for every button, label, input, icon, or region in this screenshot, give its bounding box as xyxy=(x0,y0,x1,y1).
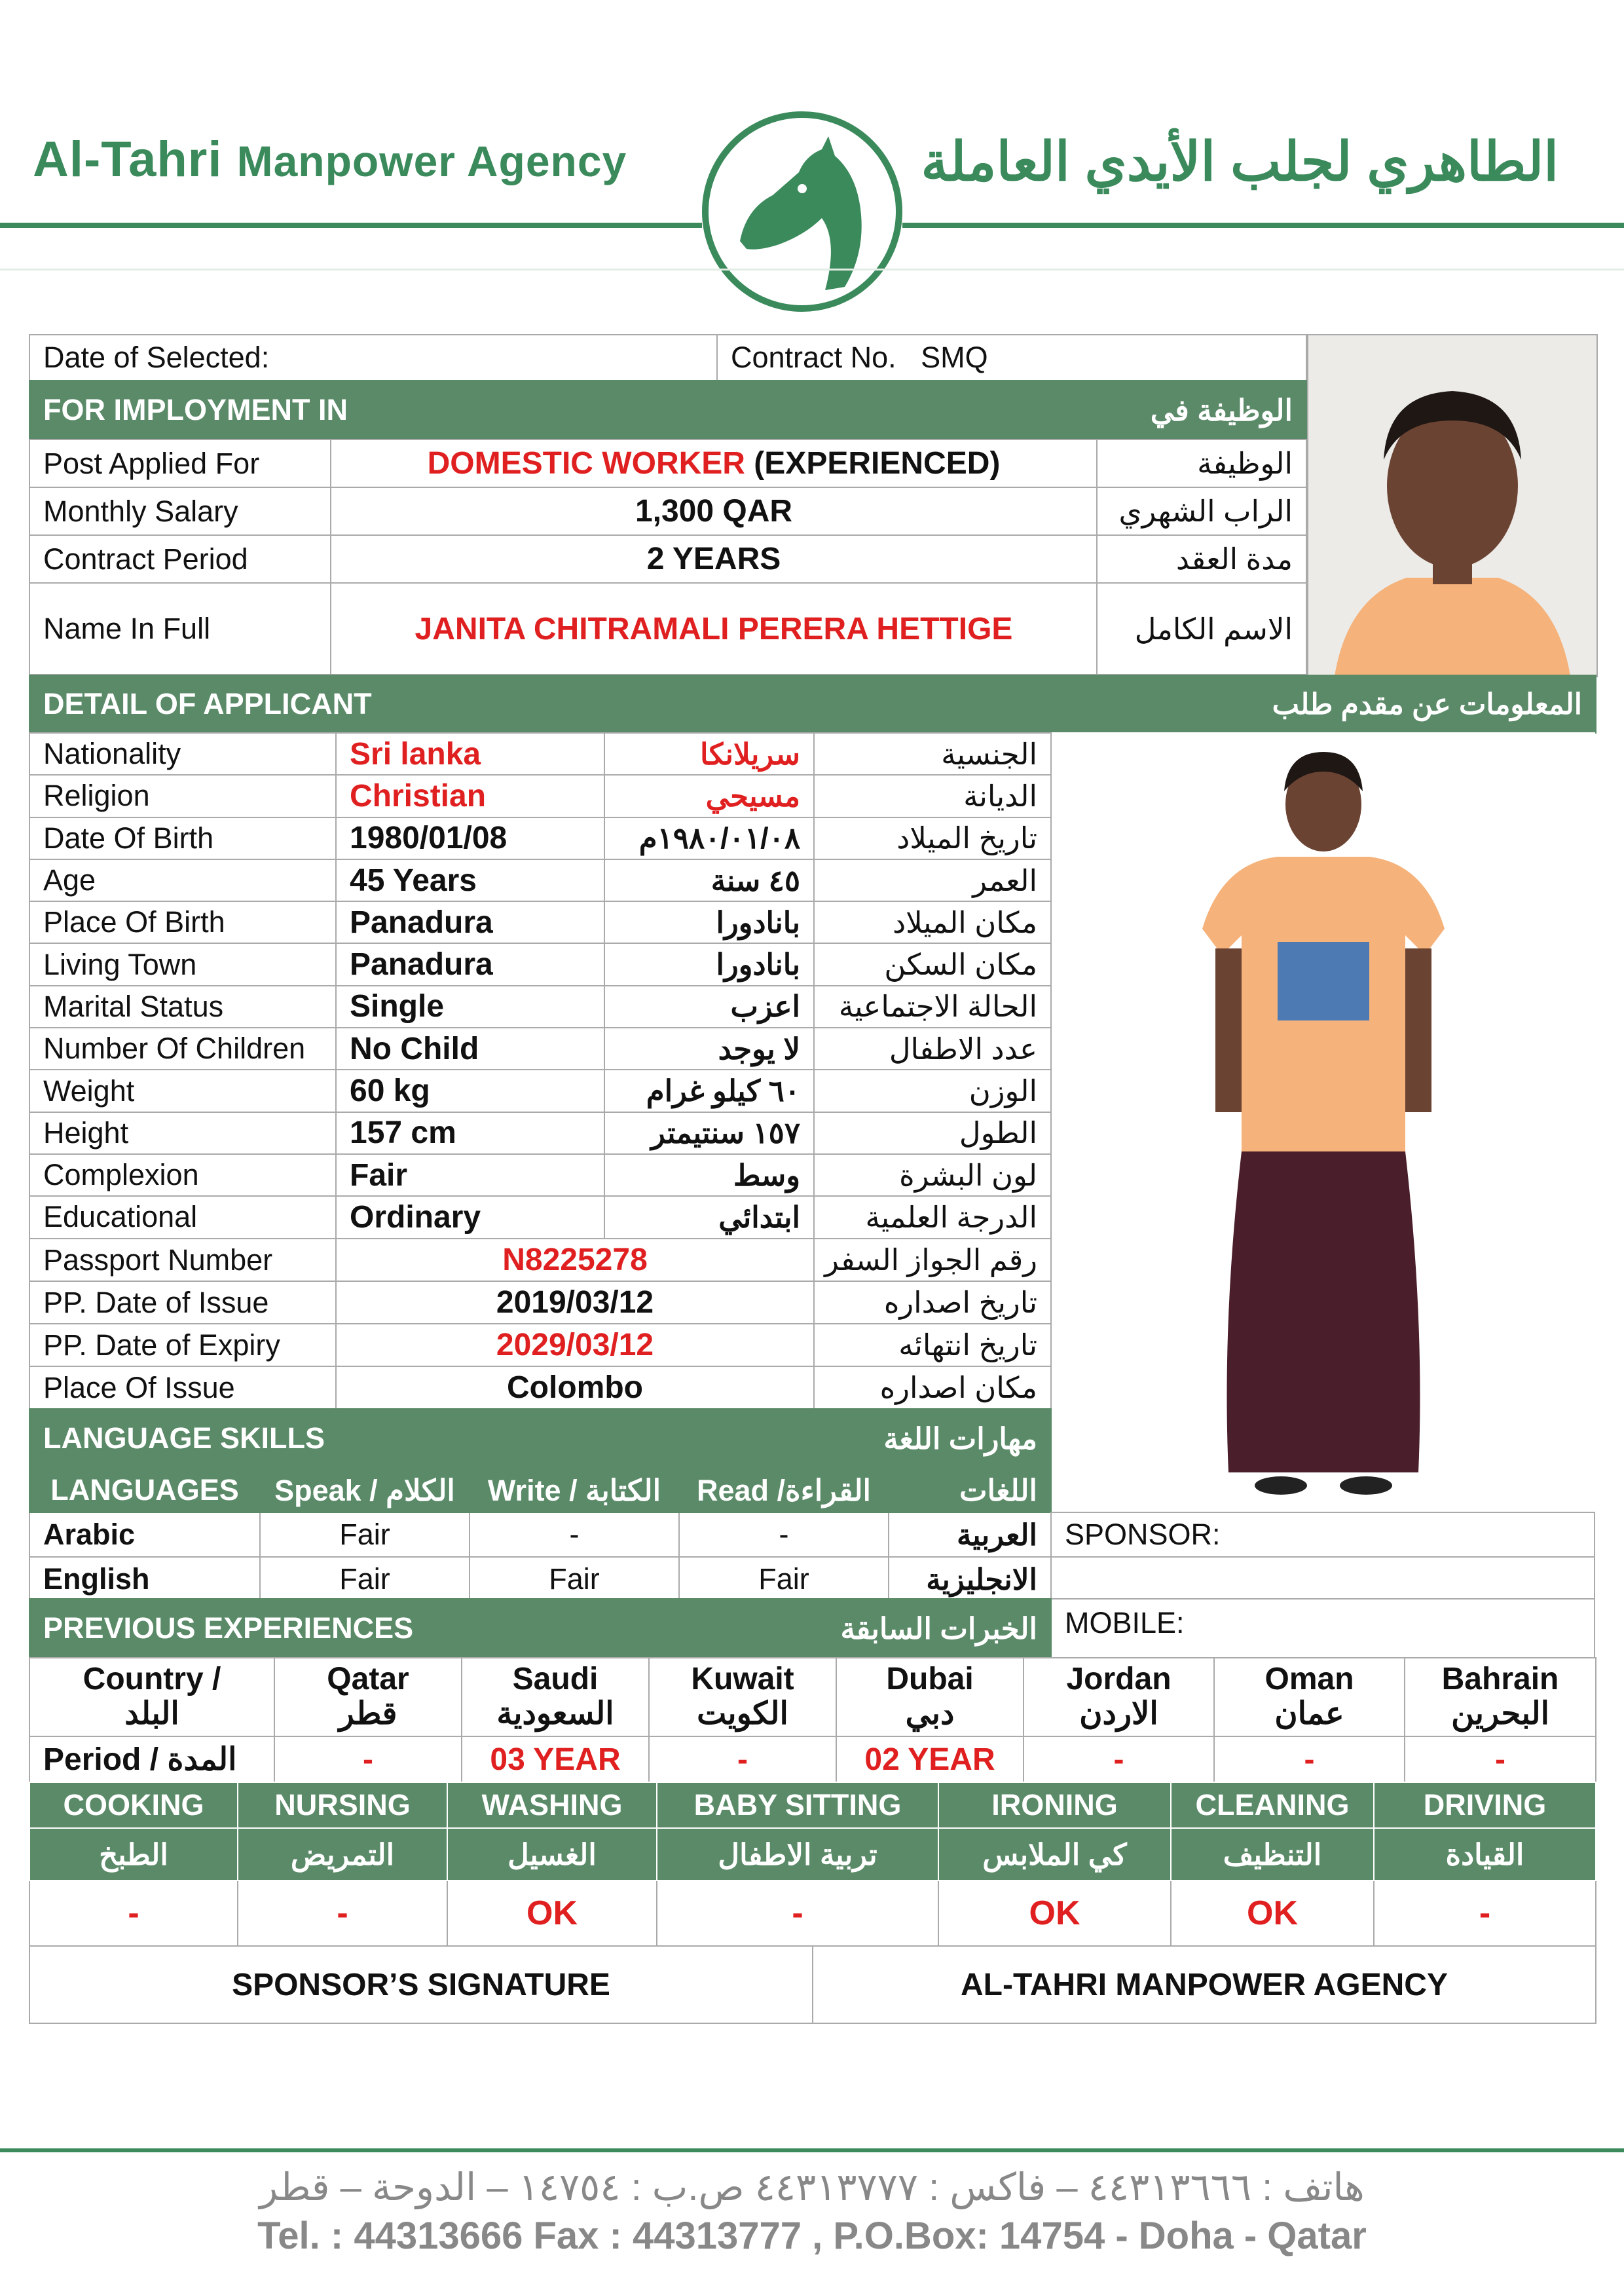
table-row: Living Town Panadura بانادورا مكان السكن xyxy=(29,943,1051,985)
period-cell: - xyxy=(274,1736,462,1782)
portrait-photo xyxy=(1307,334,1598,677)
header-rule-thin xyxy=(0,269,1624,271)
language-title-ar: مهارات اللغة xyxy=(540,1409,1051,1468)
country-cell: Dubai دبي xyxy=(836,1658,1024,1736)
employment-bar xyxy=(29,380,1307,440)
date-of-selected: Date of Selected: xyxy=(29,335,717,381)
footer-contact-en: Tel. : 44313666 Fax : 44313777 , P.O.Box: 14754 - Doha - Qatar xyxy=(257,2215,1367,2257)
mobile-label: MOBILE: xyxy=(1051,1599,1595,1658)
skills-value-row xyxy=(29,1880,1596,1946)
table-row: Place Of Issue Colombo مكان اصداره xyxy=(29,1366,1051,1409)
skills-table xyxy=(29,1782,1596,1947)
applicant-title-en: DETAIL OF APPLICANT xyxy=(29,675,704,733)
agency-signature: AL-TAHRI MANPOWER AGENCY xyxy=(813,1946,1596,2023)
period-cell: 03 YEAR xyxy=(462,1736,649,1782)
table-row: Religion Christian مسيحي الديانة xyxy=(29,775,1051,817)
table-row: PP. Date of Expiry 2029/03/12 تاريخ انتهائه xyxy=(29,1324,1051,1366)
skill-value: - xyxy=(29,1880,238,1946)
full-body-photo xyxy=(1052,732,1595,1512)
country-cell: Saudi السعودية xyxy=(462,1658,649,1736)
applicant-title-ar: المعلومات عن مقدم طلب xyxy=(704,675,1596,733)
experience-table xyxy=(29,1657,1596,1783)
skill-value: - xyxy=(1374,1880,1596,1946)
table-row: Complexion Fair وسط لون البشرة xyxy=(29,1154,1051,1196)
skill-label: DRIVING xyxy=(1374,1782,1596,1828)
table-row: Weight 60 kg ٦٠ كيلو غرام الوزن xyxy=(29,1070,1051,1112)
skill-value: OK xyxy=(1171,1880,1374,1946)
skills-header-ar-row xyxy=(29,1828,1596,1880)
table-row: Height 157 cm ١٥٧ سنتيمتر الطول xyxy=(29,1112,1051,1154)
experience-title-ar: الخبرات السابقة xyxy=(540,1599,1051,1658)
header-rule-right xyxy=(902,223,1624,228)
country-row: Country / البلد Qatar قطر Saudi السعودية Kuwait الكويت Dubai دبي Jordan الاردن Oman عمان Bahrain البحرين xyxy=(29,1658,1596,1736)
country-cell: Qatar قطر xyxy=(274,1658,462,1736)
signature-table xyxy=(29,1945,1596,2024)
skill-label-ar: الطبخ xyxy=(29,1828,238,1880)
period-cell: - xyxy=(1405,1736,1596,1782)
employment-title-en: FOR IMPLOYMENT IN xyxy=(29,381,704,440)
experience-title-en: PREVIOUS EXPERIENCES xyxy=(29,1599,540,1658)
table-row: Educational Ordinary ابتدائي الدرجة العلمية xyxy=(29,1196,1051,1238)
company-name-ar: الطاهري لجلب الأيدي العاملة xyxy=(921,132,1559,192)
period-cell: - xyxy=(1214,1736,1405,1782)
skill-label: NURSING xyxy=(238,1782,447,1828)
language-bar xyxy=(29,1408,1052,1468)
table-row: Post Applied For DOMESTIC WORKER (EXPERIENCED) الوظيفة xyxy=(29,440,1306,487)
country-cell: Jordan الاردن xyxy=(1024,1658,1214,1736)
period-cell: 02 YEAR xyxy=(836,1736,1024,1782)
footer-rule xyxy=(0,2148,1624,2152)
table-row: PP. Date of Issue 2019/03/12 تاريخ اصداره xyxy=(29,1281,1051,1324)
table-row: Age 45 Years ٤٥ سنة العمر xyxy=(29,859,1051,901)
period-row: Period / المدة - 03 YEAR - 02 YEAR - - - xyxy=(29,1736,1596,1782)
table-row: Arabic Fair - - العربية xyxy=(29,1512,1051,1557)
period-cell: - xyxy=(649,1736,836,1782)
skill-label-ar: التمريض xyxy=(238,1828,447,1880)
country-cell: Kuwait الكويت xyxy=(649,1658,836,1736)
top-table xyxy=(29,334,1307,381)
skill-label-ar: القيادة xyxy=(1374,1828,1596,1880)
table-row: Monthly Salary 1,300 QAR الراب الشهري xyxy=(29,487,1306,535)
period-cell: - xyxy=(1024,1736,1214,1782)
applicant-bar xyxy=(29,675,1596,734)
table-row: Name In Full JANITA CHITRAMALI PERERA HETTIGE الاسم الكامل xyxy=(29,583,1306,675)
table-row: Nationality Sri lanka سريلانكا الجنسية xyxy=(29,733,1051,775)
table-row: Contract Period 2 YEARS مدة العقد xyxy=(29,535,1306,583)
skill-label-ar: الغسيل xyxy=(447,1828,657,1880)
skill-value: - xyxy=(657,1880,938,1946)
post-applied-value: DOMESTIC WORKER (EXPERIENCED) xyxy=(331,440,1097,487)
header-rule-left xyxy=(0,223,702,228)
language-table xyxy=(29,1467,1052,1602)
table-row: Place Of Birth Panadura بانادورا مكان الميلاد xyxy=(29,901,1051,943)
company-name-en: Al-Tahri Manpower Agency xyxy=(33,132,627,187)
skill-label: BABY SITTING xyxy=(657,1782,938,1828)
employment-table xyxy=(29,439,1307,675)
skill-label-ar: كي الملابس xyxy=(938,1828,1171,1880)
language-title-en: LANGUAGE SKILLS xyxy=(29,1409,540,1468)
skill-label: IRONING xyxy=(938,1782,1171,1828)
skill-label: CLEANING xyxy=(1171,1782,1374,1828)
sponsor-box xyxy=(1050,1512,1595,1658)
sponsor-label: SPONSOR: xyxy=(1051,1512,1595,1557)
skills-header-row xyxy=(29,1782,1596,1828)
skill-value: OK xyxy=(447,1880,657,1946)
skill-label: WASHING xyxy=(447,1782,657,1828)
country-cell: Bahrain البحرين xyxy=(1405,1658,1596,1736)
skill-value: OK xyxy=(938,1880,1171,1946)
skill-value: - xyxy=(238,1880,447,1946)
skill-label-ar: تربية الاطفال xyxy=(657,1828,938,1880)
sponsor-signature: SPONSOR’S SIGNATURE xyxy=(29,1946,813,2023)
country-cell: Oman عمان xyxy=(1214,1658,1405,1736)
table-row: Passport Number N8225278 رقم الجواز السفر xyxy=(29,1239,1051,1281)
language-header-row: LANGUAGES Speak / الكلام Write / الكتابة Read /القراءة اللغات xyxy=(29,1468,1051,1512)
applicant-table xyxy=(29,732,1052,1239)
employment-title-ar: الوظيفة في xyxy=(704,381,1306,440)
table-row: Date Of Birth 1980/01/08 ١٩٨٠/٠١/٠٨م تاريخ الميلاد xyxy=(29,817,1051,859)
table-row: English Fair Fair Fair الانجليزية xyxy=(29,1557,1051,1601)
horse-logo xyxy=(701,110,904,313)
contract-no: Contract No. SMQ xyxy=(717,335,1306,381)
table-row: Marital Status Single اعزب الحالة الاجتماعية xyxy=(29,986,1051,1028)
table-row: Number Of Children No Child لا يوجد عدد الاطفال xyxy=(29,1028,1051,1070)
footer-contact-ar: هاتف : ٤٤٣١٣٦٦٦ – فاكس : ٤٤٣١٣٧٧٧ ص.ب : ١٤٧٥٤ – الدوحة – قطر xyxy=(259,2166,1365,2209)
skill-label: COOKING xyxy=(29,1782,238,1828)
passport-table xyxy=(29,1238,1052,1410)
skill-label-ar: التنظيف xyxy=(1171,1828,1374,1880)
experience-bar xyxy=(29,1598,1052,1658)
